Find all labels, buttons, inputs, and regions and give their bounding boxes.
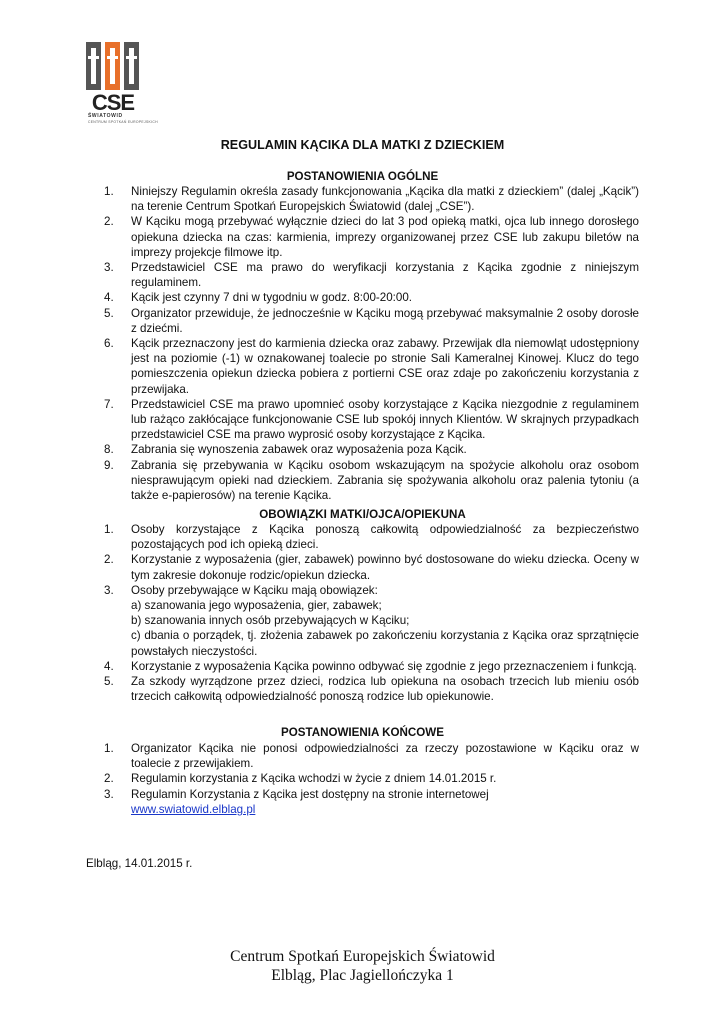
list-item: 2. Korzystanie z wyposażenia (gier, zabawek) powinno być dostosowane do wieku dziecka. Oceny w tym zakresie dokonuje rodzic/opiekun dziecka. <box>104 553 639 582</box>
list-item: 1. Niniejszy Regulamin określa zasady funkcjonowania „Kącika dla matki z dzieckiem” (dalej „Kącik”) na terenie Centrum Spotkań Europejskich Światowid (dalej „CSE”). <box>104 185 639 214</box>
list-final <box>104 741 639 817</box>
cse-logo <box>86 42 158 124</box>
document-title: REGULAMIN KĄCIKA DLA MATKI Z DZIECKIEM <box>220 138 505 152</box>
sub-item: a) szanowania jego wyposażenia, gier, zabawek; <box>131 599 382 613</box>
footer-address <box>0 947 725 985</box>
website-link[interactable]: www.swiatowid.elblag.pl <box>131 802 256 816</box>
list-item: 2. Regulamin korzystania z Kącika wchodzi w życie z dniem 14.01.2015 r. <box>104 772 497 786</box>
list-general <box>104 184 639 503</box>
list-item: 5. Za szkody wyrządzone przez dzieci, rodzica lub opiekuna na osobach trzecich lub mieniu osób trzecich całkowitą odpowiedzialność ponoszą rodzice lub opiekunowie. <box>104 675 639 704</box>
list-item: 4. Korzystanie z wyposażenia Kącika powinno odbywać się zgodnie z jego przeznaczeniem i funkcją. <box>104 659 637 673</box>
list-item: 9. Zabrania się przebywania w Kąciku osobom wskazującym na spożycie alkoholu oraz osobom niesprawującym opieki nad dzieckiem. Zabrania się spożywania alkoholu oraz palenia tytoniu (a także e-papierosów) na terenie Kącika. <box>104 458 639 503</box>
section-heading-duties: OBOWIĄZKI MATKI/OJCA/OPIEKUNA <box>259 508 466 521</box>
logo-tagline: CENTRUM SPOTKAŃ EUROPEJSKICH <box>88 120 158 124</box>
list-item: 5. Organizator przewiduje, że jednocześnie w Kąciku mogą przebywać maksymalnie 2 osoby dorosłe z dziećmi. <box>104 306 639 335</box>
list-item: 4. Kącik jest czynny 7 dni w tygodniu w godz. 8:00-20:00. <box>104 291 412 305</box>
logo-subtitle: ŚWIATOWID <box>88 113 123 119</box>
list-item: 3. Przedstawiciel CSE ma prawo do weryfikacji korzystania z Kącika zgodnie z niniejszym regulaminem. <box>104 261 639 290</box>
list-item: 8. Zabrania się wynoszenia zabawek oraz wyposażenia poza Kącik. <box>104 443 467 457</box>
list-item: 3. Osoby przebywające w Kąciku mają obowiązek: a) szanowania jego wyposażenia, gier, zabawek; b) szanowania innych osób przebywających w Kąciku; c) dbania o porządek, tj. złożenia zabawek po zakończeniu korzystania z Kącika oraz sprzątnięcie powstałych nieczystości. <box>104 583 639 658</box>
list-item: 1. Osoby korzystające z Kącika ponoszą całkowitą odpowiedzialność za bezpieczeństwo pozostających pod ich opieką dzieci. <box>104 523 639 552</box>
sub-item: b) szanowania innych osób przebywających w Kąciku; <box>131 614 410 628</box>
list-item: 1. Organizator Kącika nie ponosi odpowiedzialności za rzeczy pozostawione w Kąciku oraz w toalecie z przewijakiem. <box>104 742 639 771</box>
list-item: 6. Kącik przeznaczony jest do karmienia dziecka oraz zabawy. Przewijak dla niemowląt udostępniony jest na poziomie (-1) w oznakowanej toalecie po stronie Sali Kameralnej Kinowej. Klucz do tego pomieszczenia opiekun dziecka pobiera z portierni CSE oraz zdaje po zakończeniu korzystania z przewijaka. <box>104 337 639 396</box>
list-item: 7. Przedstawiciel CSE ma prawo upomnieć osoby korzystające z Kącika niezgodnie z regulaminem lub rażąco zakłócające funkcjonowanie CSE lub spokój innych Klientów. W skrajnych przypadkach przedstawiciel CSE ma prawo wyprosić osoby korzystające z Kącika. <box>104 397 639 442</box>
section-heading-final: POSTANOWIENIA KOŃCOWE <box>281 726 444 739</box>
logo-wordmark: CSE <box>91 90 135 115</box>
list-item: 3. Regulamin Korzystania z Kącika jest dostępny na stronie internetowej www.swiatowid.elblag.pl <box>104 787 489 816</box>
place-and-date: Elbląg, 14.01.2015 r. <box>86 857 193 870</box>
footer-line-1: Centrum Spotkań Europejskich Światowid <box>230 948 495 965</box>
section-heading-general: POSTANOWIENIA OGÓLNE <box>286 170 439 183</box>
list-duties <box>104 522 639 704</box>
logo-figures-graphic <box>86 42 140 92</box>
footer-line-2: Elbląg, Plac Jagiellończyka 1 <box>271 967 454 984</box>
list-item: 2. W Kąciku mogą przebywać wyłącznie dzieci do lat 3 pod opieką matki, ojca lub innego dorosłego opiekuna dziecka na czas: karmienia, imprezy organizowanej przez CSE lub zakupu biletów na imprezy projekcje filmowe itp. <box>104 215 639 259</box>
sub-item: c) dbania o porządek, tj. złożenia zabawek po zakończeniu korzystania z Kącika oraz sprzątnięcie powstałych nieczystości. <box>131 629 639 658</box>
